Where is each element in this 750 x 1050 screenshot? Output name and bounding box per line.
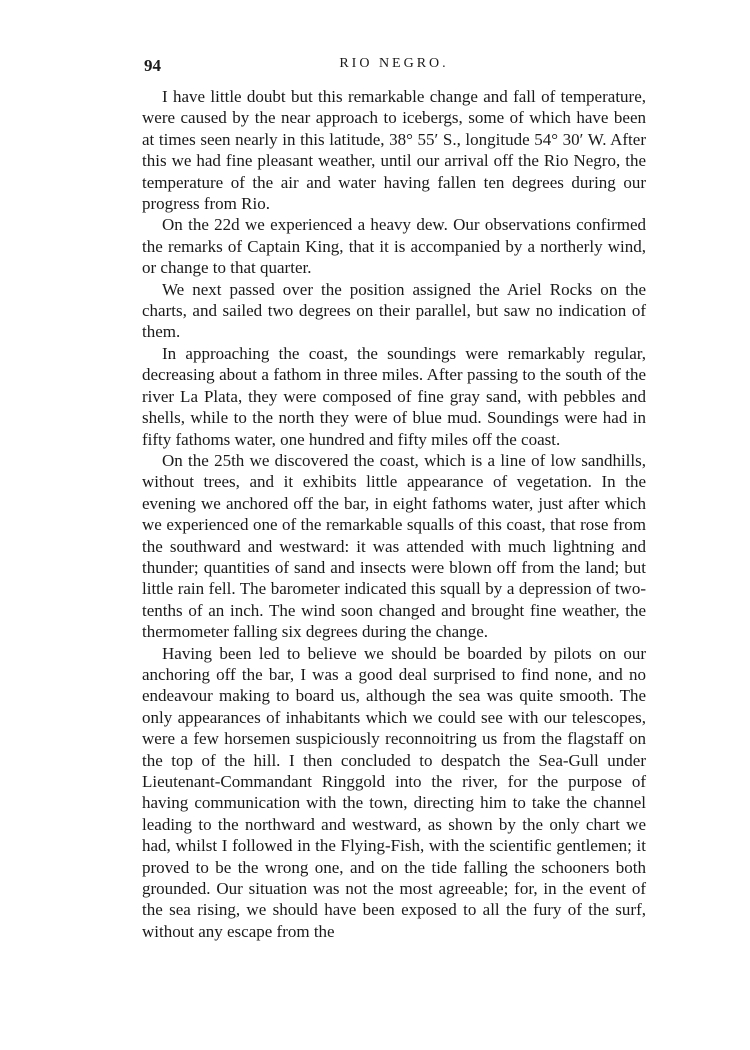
paragraph: On the 25th we discovered the coast, which is a line of low sandhills, without trees, and it exhibits little appearance of vegetation. In the evening we anchored off the bar, in eight fathoms water, just after which we experienced one of the remarkable squalls of this coast, that rose from the southward and westward: it was attended with much lightning and thunder; quantities of sand and insects were blown off from the land; but little rain fell. The barometer indicated this squall by a depression of two-tenths of an inch. The wind soon changed and brought fine weather, the thermometer falling six degrees during the change. bbox=[142, 450, 646, 642]
page-number: 94 bbox=[144, 56, 161, 75]
body-text bbox=[142, 86, 646, 942]
paragraph: We next passed over the position assigned the Ariel Rocks on the charts, and sailed two degrees on their parallel, but saw no indication of them. bbox=[142, 279, 646, 342]
paragraph: On the 22d we experienced a heavy dew. Our observations confirmed the remarks of Captain King, that it is accompanied by a northerly wind, or change to that quarter. bbox=[142, 215, 646, 278]
paragraph: In approaching the coast, the soundings were remarkably regular, decreasing about a fathom in three miles. After passing to the south of the river La Plata, they were composed of fine gray sand, with pebbles and shells, while to the north they were of blue mud. Soundings were had in fifty fathoms water, one hundred and fifty miles off the coast. bbox=[142, 343, 646, 449]
page-header bbox=[142, 56, 646, 80]
paragraph: I have little doubt but this remarkable change and fall of temperature, were caused by the near approach to icebergs, some of which have been at times seen nearly in this latitude, 38° 55′ S., longitude 54° 30′ W. After this we had fine pleasant weather, until our arrival off the Rio Negro, the temperature of the air and water having fallen ten degrees during our progress from Rio. bbox=[142, 87, 646, 214]
running-head: RIO NEGRO. bbox=[339, 56, 449, 71]
paragraph: Having been led to believe we should be boarded by pilots on our anchoring off the bar, I was a good deal surprised to find none, and no endeavour making to board us, although the sea was quite smooth. The only appearances of inhabitants which we could see with our telescopes, were a few horsemen suspiciously reconnoitring us from the flagstaff on the top of the hill. I then concluded to despatch the Sea-Gull under Lieutenant-Commandant Ringgold into the river, for the purpose of having communication with the town, directing him to take the channel leading to the northward and westward, as shown by the only chart we had, whilst I followed in the Flying-Fish, with the scientific gentlemen; it proved to be the wrong one, and on the tide falling the schooners both grounded. Our situation was not the most agreeable; for, in the event of the sea rising, we should have been exposed to all the fury of the surf, without any escape from the bbox=[142, 643, 646, 941]
